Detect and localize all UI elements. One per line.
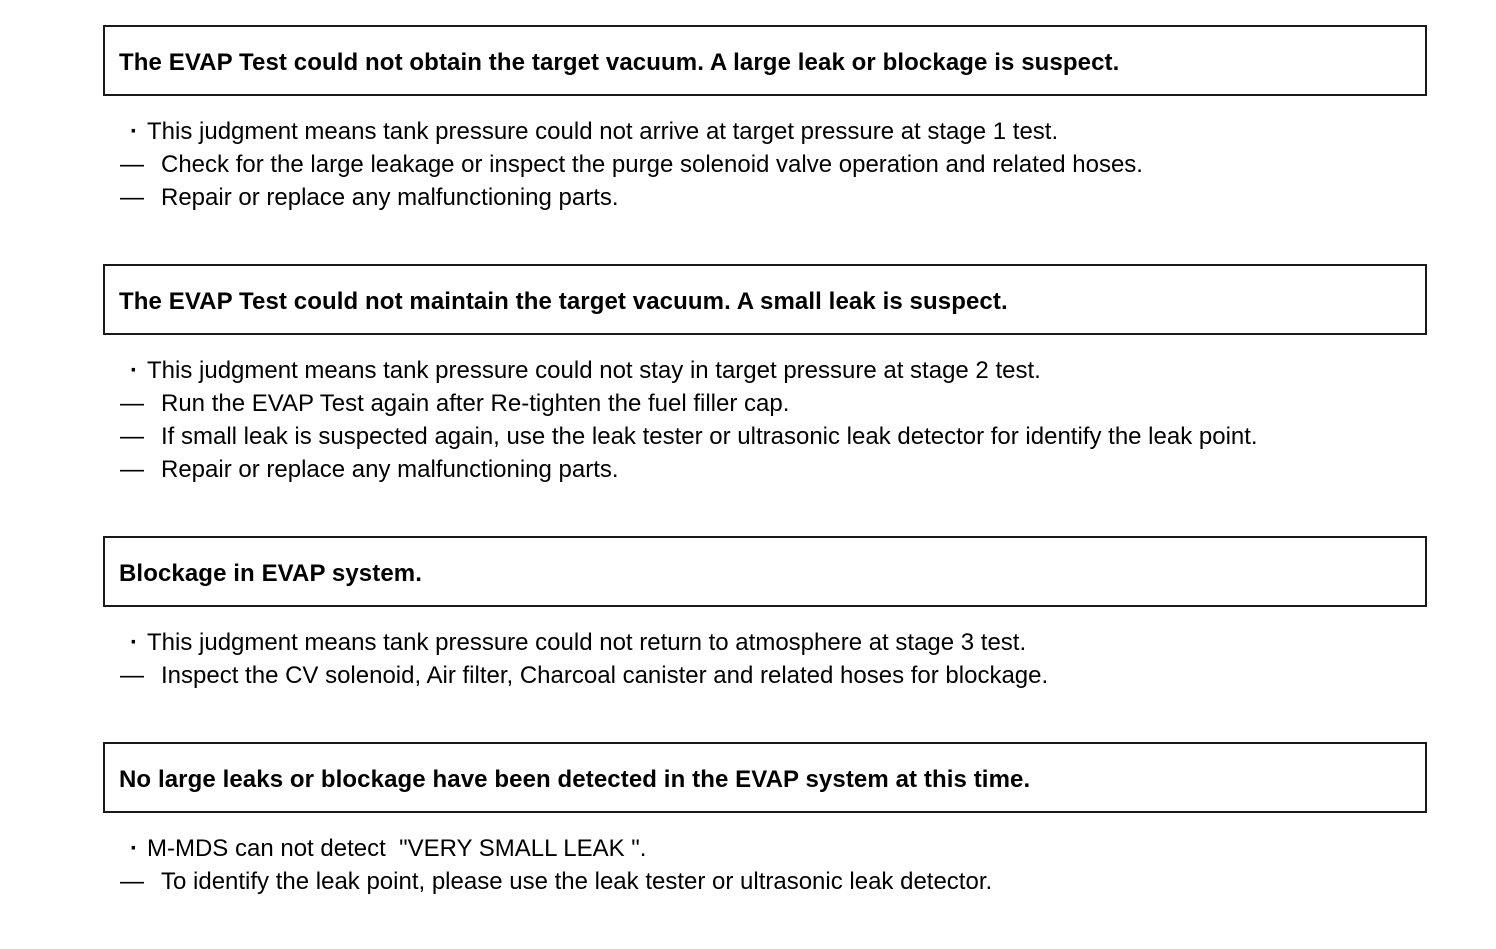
list-item — [0, 832, 1496, 865]
section-heading-box — [103, 264, 1427, 335]
section-title: The EVAP Test could not maintain the target vacuum. A small leak is suspect. — [119, 287, 1008, 315]
dash-marker-icon: — — [120, 390, 144, 417]
list-item-text: Run the EVAP Test again after Re-tighten the fuel filler cap. — [161, 390, 790, 417]
list-item — [0, 387, 1496, 420]
list-item — [0, 453, 1496, 486]
list-item-text: If small leak is suspected again, use the leak tester or ultrasonic leak detector for identify the leak point. — [161, 423, 1258, 450]
bullet-marker-icon: · — [130, 629, 138, 656]
section-list — [0, 115, 1496, 214]
list-item — [0, 115, 1496, 148]
list-item-text: Check for the large leakage or inspect the purge solenoid valve operation and related hoses. — [161, 151, 1143, 178]
list-item-text: M-MDS can not detect "VERY SMALL LEAK ". — [147, 835, 647, 862]
list-item-text: Repair or replace any malfunctioning parts. — [161, 456, 619, 483]
dash-marker-icon: — — [120, 151, 144, 178]
section-heading-box — [103, 742, 1427, 813]
list-item-text: This judgment means tank pressure could not stay in target pressure at stage 2 test. — [147, 357, 1041, 384]
list-item — [0, 865, 1496, 898]
list-item-text: This judgment means tank pressure could not return to atmosphere at stage 3 test. — [147, 629, 1027, 656]
list-item — [0, 626, 1496, 659]
dash-marker-icon: — — [120, 868, 144, 895]
section-heading-box — [103, 25, 1427, 96]
list-item — [0, 181, 1496, 214]
section-title: The EVAP Test could not obtain the target vacuum. A large leak or blockage is suspect. — [119, 48, 1120, 76]
list-item-text: Repair or replace any malfunctioning parts. — [161, 184, 619, 211]
dash-marker-icon: — — [120, 456, 144, 483]
section-large-leak — [0, 25, 1496, 214]
section-no-leaks — [0, 742, 1496, 898]
list-item — [0, 420, 1496, 453]
list-item — [0, 354, 1496, 387]
section-heading-box — [103, 536, 1427, 607]
list-item — [0, 148, 1496, 181]
list-item-text: Inspect the CV solenoid, Air filter, Charcoal canister and related hoses for blockage. — [161, 662, 1049, 689]
section-list — [0, 832, 1496, 898]
list-item — [0, 659, 1496, 692]
bullet-marker-icon: · — [130, 835, 138, 862]
section-small-leak — [0, 264, 1496, 486]
list-item-text: To identify the leak point, please use the leak tester or ultrasonic leak detector. — [161, 868, 993, 895]
section-list — [0, 354, 1496, 486]
bullet-marker-icon: · — [130, 357, 138, 384]
list-item-text: This judgment means tank pressure could not arrive at target pressure at stage 1 test. — [147, 118, 1059, 145]
dash-marker-icon: — — [120, 184, 144, 211]
bullet-marker-icon: · — [130, 118, 138, 145]
section-list — [0, 626, 1496, 692]
section-blockage — [0, 536, 1496, 692]
dash-marker-icon: — — [120, 662, 144, 689]
section-title: No large leaks or blockage have been detected in the EVAP system at this time. — [119, 765, 1031, 793]
dash-marker-icon: — — [120, 423, 144, 450]
section-title: Blockage in EVAP system. — [119, 559, 422, 587]
